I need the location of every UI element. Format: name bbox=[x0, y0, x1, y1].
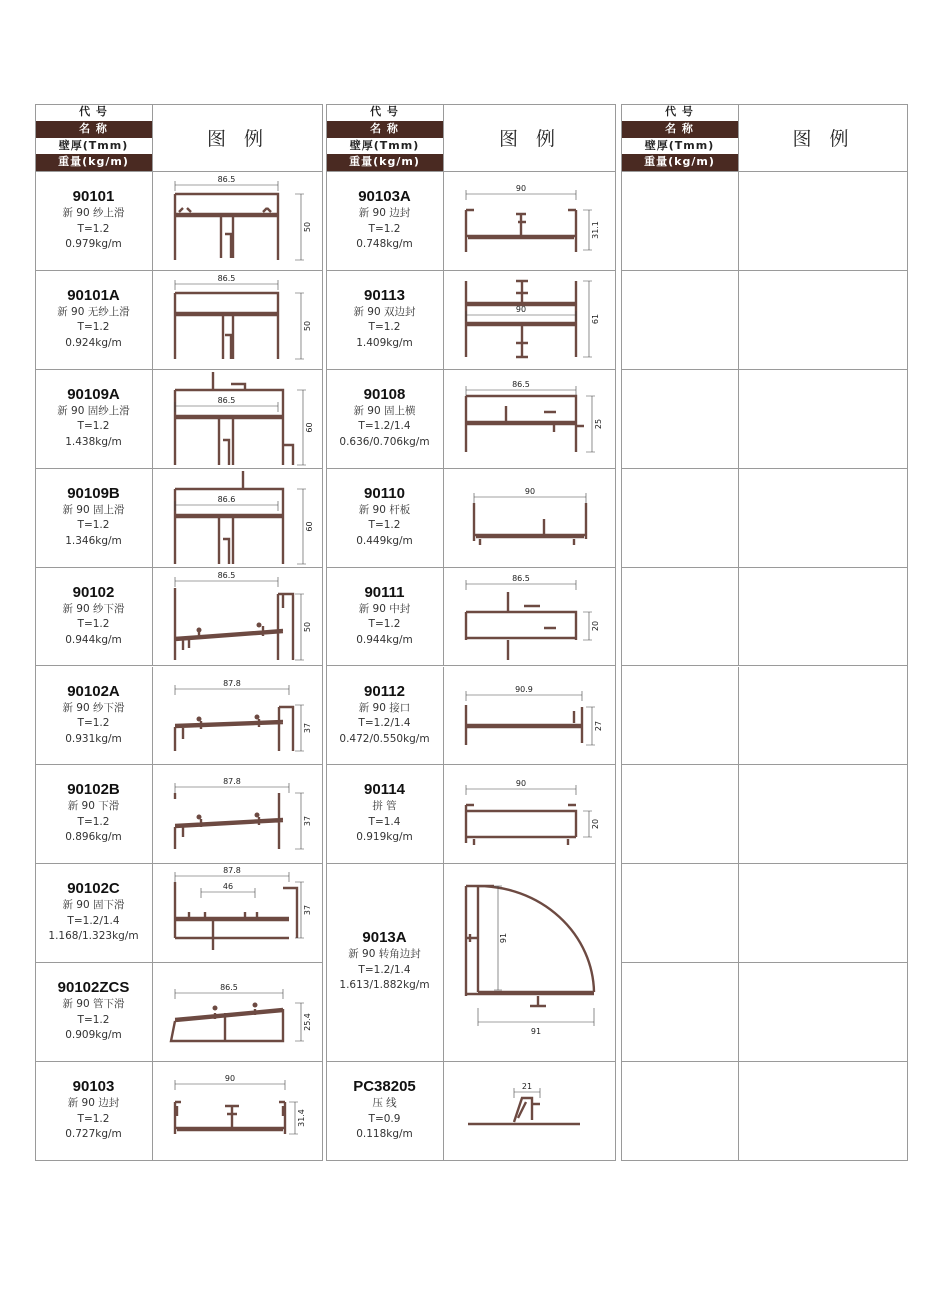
profile-drawing bbox=[738, 172, 908, 270]
profile-info bbox=[326, 370, 443, 468]
profile-diagram bbox=[153, 370, 325, 469]
weight-label: 重量(kg/m) bbox=[621, 154, 738, 171]
dimension-value: 46 bbox=[222, 882, 234, 892]
profile-code: 90111 bbox=[364, 583, 405, 601]
profile-name: 新 90 双边封 bbox=[353, 305, 416, 318]
profile-diagram bbox=[153, 963, 325, 1062]
profile-thickness: T=1.2 bbox=[368, 321, 401, 334]
dimension-value: 60 bbox=[304, 422, 314, 433]
profile-diagram bbox=[153, 864, 325, 963]
profile-code: 90103 bbox=[72, 1078, 115, 1096]
dimension-value: 37 bbox=[302, 905, 312, 916]
dimension-value: 90 bbox=[224, 1074, 236, 1084]
profile-info bbox=[35, 963, 152, 1061]
dimension-value: 90.9 bbox=[515, 684, 533, 694]
profile-drawing bbox=[443, 370, 616, 468]
profile-info bbox=[35, 667, 152, 765]
profile-outline bbox=[171, 1009, 283, 1041]
dimension-value: 86.5 bbox=[217, 273, 236, 283]
profile-drawing bbox=[152, 864, 323, 962]
dimension-value: 50 bbox=[302, 221, 312, 233]
profile-info bbox=[326, 667, 443, 765]
profile-table-1 bbox=[35, 104, 323, 1161]
dimension-value: 86.5 bbox=[512, 573, 530, 583]
profile-drawing bbox=[738, 271, 908, 369]
profile-outline bbox=[466, 281, 576, 357]
profile-name: 新 90 纱下滑 bbox=[62, 701, 125, 714]
profile-code: 90102C bbox=[67, 880, 120, 898]
table-row bbox=[35, 172, 323, 271]
profile-name: 新 90 无纱上滑 bbox=[57, 305, 130, 318]
profile-code: 90109B bbox=[67, 484, 120, 502]
dimension-value: 50 bbox=[302, 621, 312, 632]
figure-label: 图 例 bbox=[152, 104, 323, 171]
table-row bbox=[621, 172, 908, 271]
dimension-value: 61 bbox=[590, 313, 600, 324]
profile-weight: 1.346kg/m bbox=[65, 534, 122, 547]
dimension-value: 87.8 bbox=[223, 678, 241, 688]
profile-info bbox=[621, 370, 738, 468]
profile-drawing bbox=[152, 963, 323, 1061]
dimension-value: 90 bbox=[524, 486, 536, 496]
name-label: 名 称 bbox=[326, 121, 443, 138]
table-row bbox=[621, 370, 908, 469]
profile-thickness: T=1.2/1.4 bbox=[358, 963, 411, 976]
profile-outline bbox=[256, 622, 261, 627]
table-header bbox=[326, 104, 616, 172]
table-row bbox=[35, 864, 323, 963]
dimension-value: 86.5 bbox=[217, 174, 236, 184]
profile-info bbox=[326, 864, 443, 1061]
profile-table-3 bbox=[621, 104, 908, 1161]
profile-info bbox=[35, 271, 152, 369]
table-row bbox=[621, 667, 908, 766]
table-row bbox=[35, 1062, 323, 1161]
profile-outline bbox=[175, 793, 283, 849]
table-row bbox=[35, 667, 323, 766]
dimension-value: 27 bbox=[593, 720, 603, 731]
profile-weight: 0.748kg/m bbox=[356, 238, 413, 250]
profile-thickness: T=1.2 bbox=[77, 222, 110, 235]
profile-outline bbox=[466, 704, 582, 744]
profile-drawing bbox=[738, 469, 908, 567]
profile-info bbox=[326, 568, 443, 666]
table-row bbox=[35, 963, 323, 1062]
table-row bbox=[621, 1062, 908, 1161]
profile-info bbox=[621, 568, 738, 666]
profile-info bbox=[35, 370, 152, 468]
table-row bbox=[35, 271, 323, 370]
name-label: 名 称 bbox=[621, 121, 738, 138]
profile-thickness: T=1.2 bbox=[368, 519, 401, 532]
profile-outline bbox=[197, 815, 202, 820]
profile-weight: 0.944kg/m bbox=[356, 633, 413, 646]
profile-code: 90102 bbox=[72, 583, 115, 601]
dimension-value: 50 bbox=[302, 320, 312, 331]
table-row bbox=[326, 172, 616, 271]
profile-outline bbox=[254, 714, 259, 719]
code-label: 代 号 bbox=[326, 104, 443, 121]
profile-name: 新 90 固纱上滑 bbox=[57, 404, 130, 417]
table-row bbox=[35, 765, 323, 864]
profile-drawing bbox=[738, 864, 908, 962]
table-row bbox=[621, 963, 908, 1062]
profile-weight: 0.924kg/m bbox=[65, 336, 122, 349]
table-row bbox=[326, 370, 616, 469]
figure-label: 图 例 bbox=[738, 104, 908, 171]
dimension-value: 90 bbox=[515, 304, 527, 314]
profile-info bbox=[621, 271, 738, 369]
profile-diagram bbox=[444, 172, 616, 271]
profile-info bbox=[621, 765, 738, 863]
profile-outline bbox=[254, 813, 259, 818]
profile-weight: 0.909kg/m bbox=[65, 1029, 122, 1042]
profile-info bbox=[35, 568, 152, 666]
profile-drawing bbox=[443, 765, 616, 863]
profile-weight: 0.472/0.550kg/m bbox=[339, 732, 430, 745]
profile-thickness: T=1.2 bbox=[368, 618, 401, 631]
dimension-value: 86.5 bbox=[217, 395, 236, 405]
dimension-line bbox=[478, 1008, 594, 1026]
profile-weight: 1.613/1.882kg/m bbox=[339, 979, 430, 992]
profile-outline bbox=[474, 503, 586, 545]
profile-info bbox=[326, 172, 443, 270]
profile-drawing bbox=[443, 1062, 616, 1160]
profile-outline bbox=[175, 293, 278, 359]
profile-name: 新 90 转角边封 bbox=[348, 948, 421, 961]
profile-weight: 0.979kg/m bbox=[65, 238, 122, 250]
profile-drawing bbox=[152, 1062, 323, 1160]
profile-outline bbox=[252, 1003, 257, 1008]
profile-code: 90112 bbox=[364, 682, 405, 700]
dimension-value: 25 bbox=[593, 418, 603, 429]
dimension-value: 90 bbox=[515, 779, 527, 789]
table-header bbox=[621, 104, 908, 172]
profile-info bbox=[326, 1062, 443, 1160]
profile-outline bbox=[175, 588, 293, 660]
dimension-value: 60 bbox=[304, 521, 314, 532]
profile-outline bbox=[468, 1098, 580, 1124]
profile-outline bbox=[175, 372, 293, 465]
profile-thickness: T=1.2 bbox=[77, 717, 110, 729]
profile-outline bbox=[466, 805, 576, 845]
profile-drawing bbox=[152, 765, 323, 863]
profile-drawing bbox=[152, 469, 323, 567]
profile-name: 拼 管 bbox=[372, 800, 397, 813]
figure-label: 图 例 bbox=[443, 104, 616, 171]
profile-diagram bbox=[153, 271, 325, 370]
table-row bbox=[621, 271, 908, 370]
profile-info bbox=[621, 1062, 738, 1160]
dimension-value: 21 bbox=[521, 1082, 533, 1092]
profile-info bbox=[35, 765, 152, 863]
dimension-value: 87.8 bbox=[223, 777, 241, 787]
profile-name: 新 90 固下滑 bbox=[62, 899, 125, 912]
profile-code: 9013A bbox=[362, 929, 407, 947]
dimension-value: 86.5 bbox=[220, 983, 238, 993]
profile-diagram bbox=[153, 172, 325, 271]
profile-diagram bbox=[153, 765, 325, 864]
profile-name: 新 90 边封 bbox=[67, 1097, 120, 1110]
profile-thickness: T=1.2/1.4 bbox=[358, 717, 411, 729]
profile-weight: 0.727kg/m bbox=[65, 1128, 122, 1141]
profile-drawing bbox=[152, 271, 323, 369]
profile-diagram bbox=[444, 864, 616, 1062]
profile-thickness: T=1.2 bbox=[77, 321, 110, 334]
code-label: 代 号 bbox=[621, 104, 738, 121]
profile-info bbox=[35, 1062, 152, 1160]
profile-info bbox=[326, 469, 443, 567]
profile-info bbox=[621, 172, 738, 270]
dimension-value: 31.1 bbox=[590, 221, 600, 239]
profile-name: 新 90 边封 bbox=[358, 207, 411, 219]
table-row bbox=[326, 469, 616, 568]
profile-diagram bbox=[153, 568, 325, 667]
weight-label: 重量(kg/m) bbox=[35, 154, 152, 171]
profile-name: 压 线 bbox=[372, 1097, 397, 1110]
profile-outline bbox=[466, 396, 584, 452]
profile-drawing bbox=[443, 568, 616, 666]
table-header bbox=[35, 104, 323, 172]
profile-weight: 1.168/1.323kg/m bbox=[48, 930, 139, 943]
profile-weight: 0.944kg/m bbox=[65, 633, 122, 646]
dimension-value: 20 bbox=[590, 620, 600, 631]
dimension-value: 86.5 bbox=[512, 379, 530, 389]
profile-name: 新 90 纱下滑 bbox=[62, 602, 125, 615]
profile-thickness: T=1.2/1.4 bbox=[358, 420, 411, 433]
profile-diagram bbox=[153, 1062, 325, 1161]
thickness-label: 壁厚(Tmm) bbox=[621, 138, 738, 155]
profile-code: 90102ZCS bbox=[57, 979, 130, 997]
profile-info bbox=[621, 864, 738, 962]
profile-drawing bbox=[738, 1062, 908, 1160]
profile-diagram bbox=[444, 667, 616, 766]
profile-outline bbox=[175, 1102, 285, 1134]
profile-drawing bbox=[152, 370, 323, 468]
profile-thickness: T=1.4 bbox=[368, 815, 401, 828]
profile-drawing bbox=[443, 864, 616, 1061]
profile-code: 90110 bbox=[364, 484, 405, 502]
profile-outline bbox=[175, 471, 283, 564]
profile-code: 90101 bbox=[72, 188, 115, 205]
profile-thickness: T=1.2 bbox=[77, 618, 110, 631]
profile-thickness: T=1.2 bbox=[77, 1112, 110, 1125]
table-row bbox=[326, 1062, 616, 1161]
profile-weight: 1.409kg/m bbox=[356, 336, 413, 349]
profile-name: 新 90 接口 bbox=[358, 701, 411, 714]
dimension-value: 91 bbox=[530, 1027, 542, 1037]
profile-drawing bbox=[738, 667, 908, 765]
profile-drawing bbox=[443, 172, 616, 270]
name-label: 名 称 bbox=[35, 121, 152, 138]
profile-info bbox=[326, 765, 443, 863]
dimension-value: 25.4 bbox=[302, 1013, 312, 1032]
profile-weight: 1.438kg/m bbox=[65, 435, 122, 448]
profile-weight: 0.636/0.706kg/m bbox=[339, 435, 430, 448]
profile-outline bbox=[213, 1006, 218, 1011]
profile-diagram bbox=[153, 667, 325, 766]
profile-code: 90108 bbox=[363, 385, 406, 403]
thickness-label: 壁厚(Tmm) bbox=[326, 138, 443, 155]
profile-outline bbox=[175, 706, 293, 750]
profile-code: 90102B bbox=[67, 781, 120, 799]
profile-code: 90103A bbox=[358, 188, 411, 205]
profile-name: 新 90 固上横 bbox=[353, 404, 416, 417]
profile-outline bbox=[466, 210, 576, 252]
profile-name: 新 90 中封 bbox=[358, 602, 411, 615]
profile-diagram bbox=[444, 271, 616, 370]
thickness-label: 壁厚(Tmm) bbox=[35, 138, 152, 155]
profile-code: 90114 bbox=[364, 781, 405, 799]
table-row bbox=[621, 469, 908, 568]
profile-drawing bbox=[152, 172, 323, 270]
profile-diagram bbox=[444, 1062, 616, 1161]
table-row bbox=[621, 568, 908, 667]
dimension-value: 31.4 bbox=[296, 1109, 306, 1127]
profile-weight: 0.449kg/m bbox=[356, 534, 413, 547]
table-row bbox=[621, 765, 908, 864]
profile-name: 新 90 纱上滑 bbox=[62, 207, 125, 219]
profile-info bbox=[621, 963, 738, 1061]
profile-outline bbox=[175, 194, 278, 260]
profile-code: 90101A bbox=[67, 286, 120, 304]
profile-name: 新 90 管下滑 bbox=[62, 998, 125, 1011]
profile-drawing bbox=[738, 370, 908, 468]
code-label: 代 号 bbox=[35, 104, 152, 121]
profile-thickness: T=1.2 bbox=[77, 420, 110, 433]
profile-drawing bbox=[443, 271, 616, 369]
profile-thickness: T=1.2 bbox=[77, 519, 110, 532]
dimension-value: 91 bbox=[499, 933, 509, 944]
dimension-value: 87.8 bbox=[223, 866, 241, 876]
profile-info bbox=[326, 271, 443, 369]
table-row bbox=[621, 864, 908, 963]
profile-table-2 bbox=[326, 104, 616, 1161]
table-row bbox=[326, 864, 616, 1062]
dimension-value: 37 bbox=[302, 722, 312, 733]
dimension-value: 90 bbox=[515, 183, 527, 193]
profile-info bbox=[35, 864, 152, 962]
profile-thickness: T=0.9 bbox=[368, 1112, 401, 1125]
profile-thickness: T=1.2 bbox=[77, 1013, 110, 1026]
table-row bbox=[35, 469, 323, 568]
table-row bbox=[35, 568, 323, 667]
profile-code: 90113 bbox=[364, 286, 405, 304]
dimension-value: 86.5 bbox=[217, 570, 236, 580]
profile-code: 90102A bbox=[67, 682, 120, 700]
profile-weight: 0.118kg/m bbox=[356, 1128, 413, 1141]
profile-info bbox=[621, 469, 738, 567]
profile-code: PC38205 bbox=[353, 1078, 416, 1096]
profile-info bbox=[621, 667, 738, 765]
profile-outline bbox=[197, 716, 202, 721]
profile-drawing bbox=[443, 667, 616, 765]
table-row bbox=[326, 667, 616, 766]
table-row bbox=[35, 370, 323, 469]
profile-thickness: T=1.2 bbox=[368, 222, 401, 235]
profile-name: 新 90 固上滑 bbox=[62, 503, 125, 516]
dimension-value: 37 bbox=[302, 816, 312, 827]
table-row bbox=[326, 271, 616, 370]
profile-drawing bbox=[738, 568, 908, 666]
table-row bbox=[326, 568, 616, 667]
profile-thickness: T=1.2/1.4 bbox=[67, 914, 120, 927]
profile-weight: 0.896kg/m bbox=[65, 831, 122, 844]
profile-weight: 0.919kg/m bbox=[356, 831, 413, 844]
profile-drawing bbox=[738, 765, 908, 863]
profile-info bbox=[35, 172, 152, 270]
profile-diagram bbox=[444, 765, 616, 864]
weight-label: 重量(kg/m) bbox=[326, 154, 443, 171]
profile-diagram bbox=[444, 568, 616, 667]
profile-outline bbox=[466, 886, 594, 1006]
profile-drawing bbox=[152, 667, 323, 765]
profile-drawing bbox=[443, 469, 616, 567]
profile-code: 90109A bbox=[67, 385, 120, 403]
dimension-value: 20 bbox=[590, 819, 600, 830]
profile-drawing bbox=[152, 568, 323, 666]
profile-diagram bbox=[444, 370, 616, 469]
profile-outline bbox=[197, 627, 202, 632]
profile-info bbox=[35, 469, 152, 567]
dimension-value: 86.6 bbox=[217, 494, 236, 504]
profile-diagram bbox=[153, 469, 325, 568]
profile-diagram bbox=[444, 469, 616, 568]
profile-thickness: T=1.2 bbox=[77, 815, 110, 828]
profile-name: 新 90 杆板 bbox=[358, 503, 411, 516]
table-row bbox=[326, 765, 616, 864]
profile-name: 新 90 下滑 bbox=[67, 800, 120, 813]
profile-outline bbox=[466, 592, 576, 660]
profile-drawing bbox=[738, 963, 908, 1061]
profile-weight: 0.931kg/m bbox=[65, 732, 122, 745]
